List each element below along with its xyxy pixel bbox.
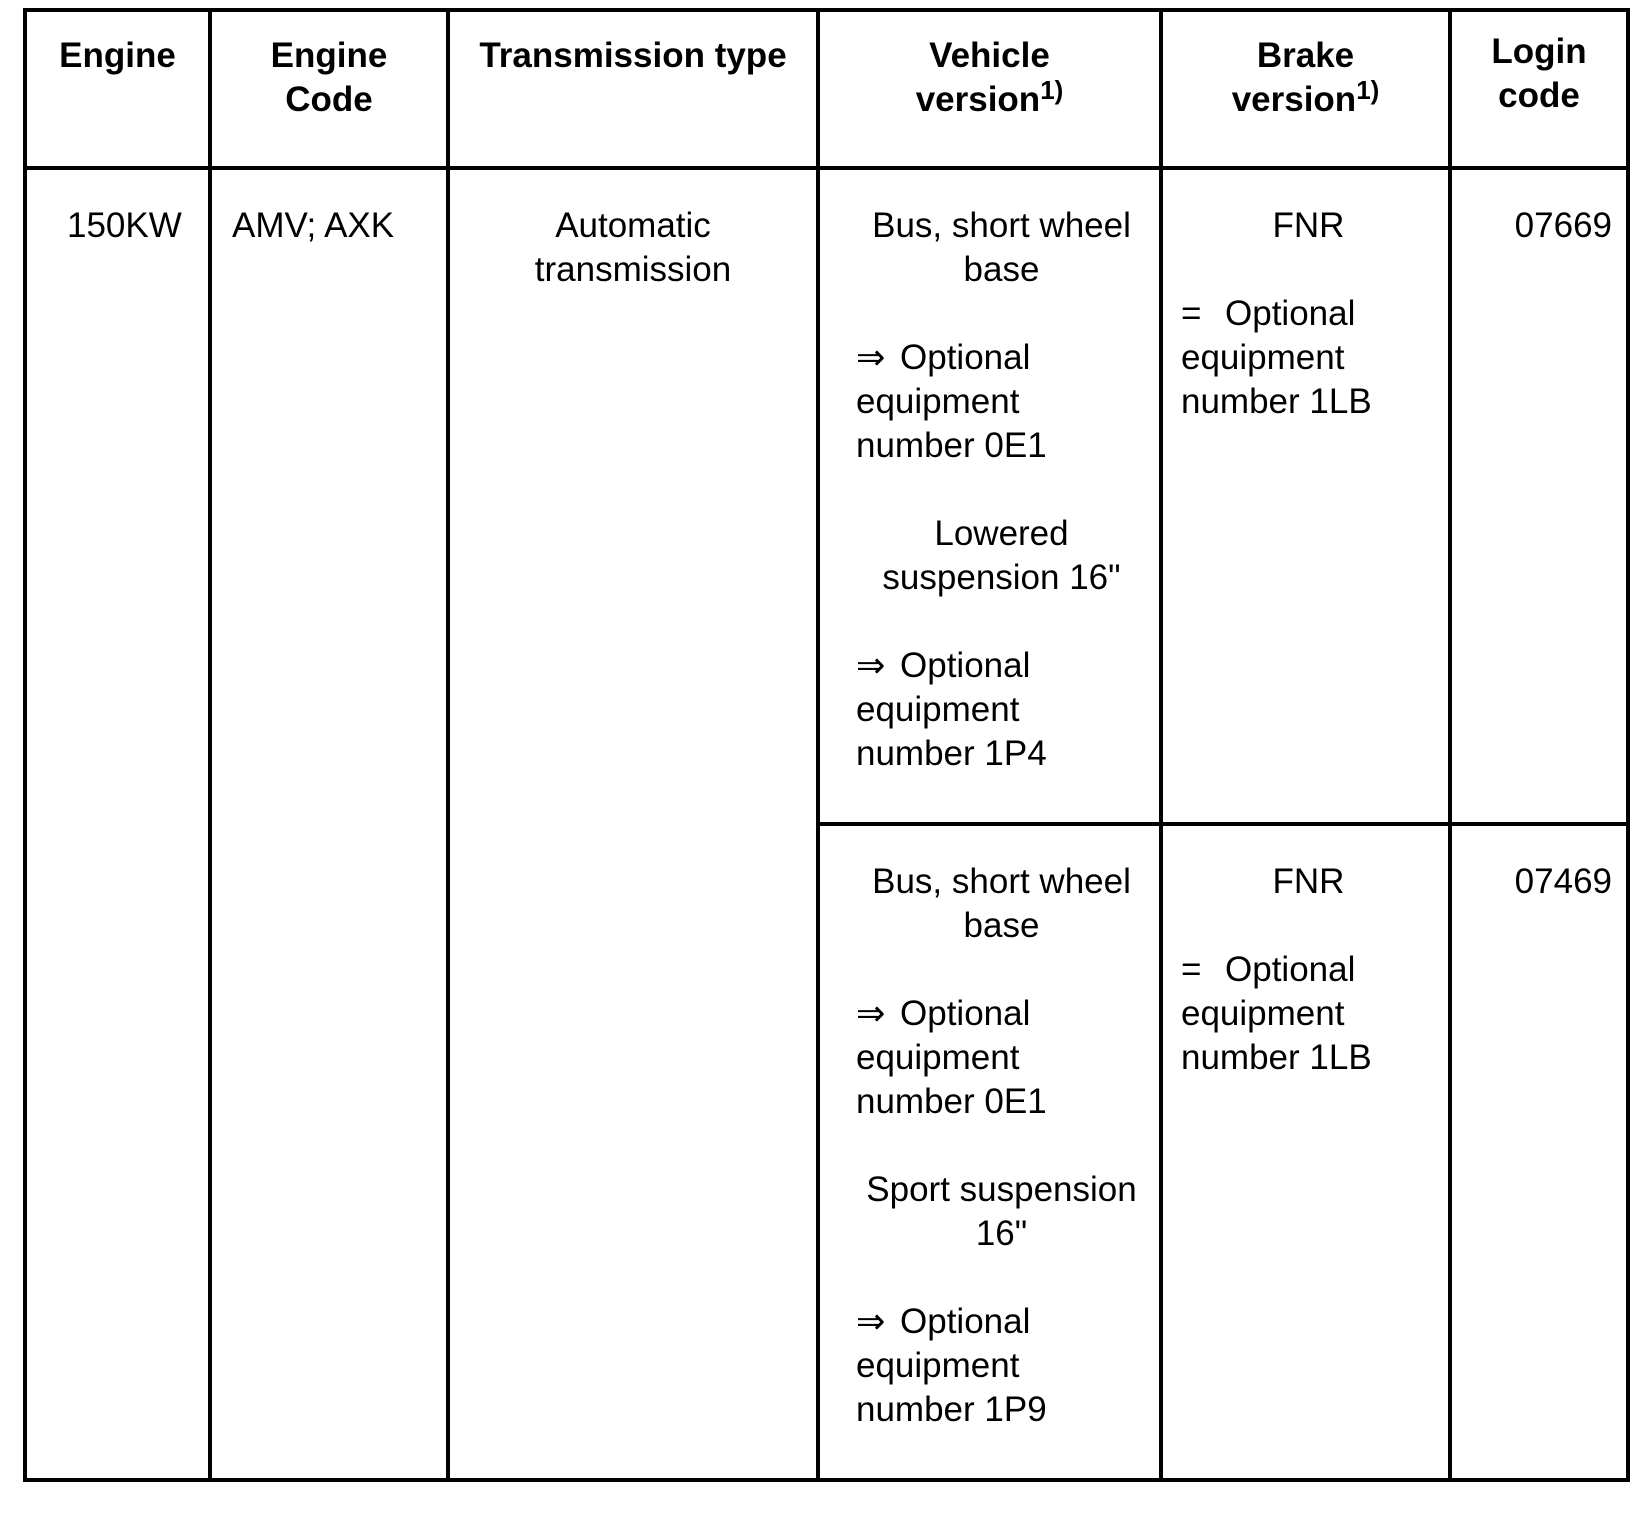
brake-opt-line2: equipment (1181, 338, 1345, 377)
vehicle-opt1-line2: equipment (856, 1038, 1020, 1077)
arrow-right-icon: ⇒ (856, 1302, 886, 1341)
brake-version-cell (1161, 168, 1450, 824)
transmission-line1: Automatic (555, 206, 711, 245)
header-vehicle-line1: Vehicle (929, 36, 1050, 75)
vehicle-title-line2: base (963, 906, 1040, 945)
vehicle-title-line2: base (963, 250, 1040, 289)
equals-icon: = (1181, 294, 1202, 333)
vehicle-opt2-line1: Optional (900, 646, 1031, 685)
header-transmission (448, 10, 818, 168)
header-engine-code-line1: Engine (270, 36, 388, 75)
brake-opt-line2: equipment (1181, 994, 1345, 1033)
header-row (25, 10, 1628, 168)
engine-cell (25, 168, 210, 1480)
vehicle-opt2-line2: equipment (856, 690, 1020, 729)
header-login-line1: Login (1491, 32, 1587, 71)
header-login-code (1450, 10, 1628, 168)
brake-opt-line1: Optional (1225, 950, 1356, 989)
header-vehicle-line2: version (915, 80, 1041, 119)
engine-spec-table (23, 8, 1630, 1482)
brake-value: FNR (1272, 862, 1345, 901)
vehicle-title2-line1: Sport suspension (866, 1170, 1137, 1209)
vehicle-opt2-line3: number 1P9 (856, 1390, 1047, 1429)
engine-value: 150KW (67, 206, 182, 245)
vehicle-opt2-line2: equipment (856, 1346, 1020, 1385)
vehicle-opt2-line1: Optional (900, 1302, 1031, 1341)
engine-code-cell (210, 168, 448, 1480)
engine-code-value: AMV; AXK (232, 206, 395, 245)
brake-opt-line1: Optional (1225, 294, 1356, 333)
table-row (25, 168, 1628, 824)
vehicle-title2-line2: suspension 16" (882, 558, 1121, 597)
arrow-right-icon: ⇒ (856, 646, 886, 685)
equals-icon: = (1181, 950, 1202, 989)
header-brake-footnote: 1) (1356, 75, 1380, 105)
header-brake-line2: version (1231, 80, 1357, 119)
header-login-line2: code (1498, 76, 1580, 115)
vehicle-title2-line1: Lowered (934, 514, 1069, 553)
vehicle-opt1-line3: number 0E1 (856, 1082, 1047, 1121)
brake-opt-line3: number 1LB (1181, 1038, 1372, 1077)
vehicle-opt1-line2: equipment (856, 382, 1020, 421)
vehicle-title-line1: Bus, short wheel (872, 862, 1131, 901)
vehicle-title-line1: Bus, short wheel (872, 206, 1131, 245)
header-engine (25, 10, 210, 168)
login-code-value: 07669 (1514, 206, 1612, 245)
vehicle-opt1-line1: Optional (900, 994, 1031, 1033)
login-code-value: 07469 (1514, 862, 1612, 901)
header-engine-code-line2: Code (285, 80, 373, 119)
header-brake-line1: Brake (1256, 36, 1355, 75)
vehicle-opt1-line1: Optional (900, 338, 1031, 377)
login-code-cell (1450, 168, 1628, 824)
header-transmission-label: Transmission type (479, 36, 787, 75)
vehicle-version-cell (818, 168, 1161, 824)
vehicle-title2-line2: 16" (975, 1214, 1028, 1253)
vehicle-opt1-line3: number 0E1 (856, 426, 1047, 465)
brake-value: FNR (1272, 206, 1345, 245)
login-code-cell (1450, 824, 1628, 1480)
transmission-line2: transmission (534, 250, 732, 289)
arrow-right-icon: ⇒ (856, 338, 886, 377)
header-engine-code (210, 10, 448, 168)
vehicle-version-cell (818, 824, 1161, 1480)
arrow-right-icon: ⇒ (856, 994, 886, 1033)
brake-version-cell (1161, 824, 1450, 1480)
brake-opt-line3: number 1LB (1181, 382, 1372, 421)
transmission-cell (448, 168, 818, 1480)
header-engine-label: Engine (59, 36, 176, 75)
header-brake-version (1161, 10, 1450, 168)
vehicle-opt2-line3: number 1P4 (856, 734, 1047, 773)
header-vehicle-version (818, 10, 1161, 168)
header-vehicle-footnote: 1) (1040, 75, 1064, 105)
